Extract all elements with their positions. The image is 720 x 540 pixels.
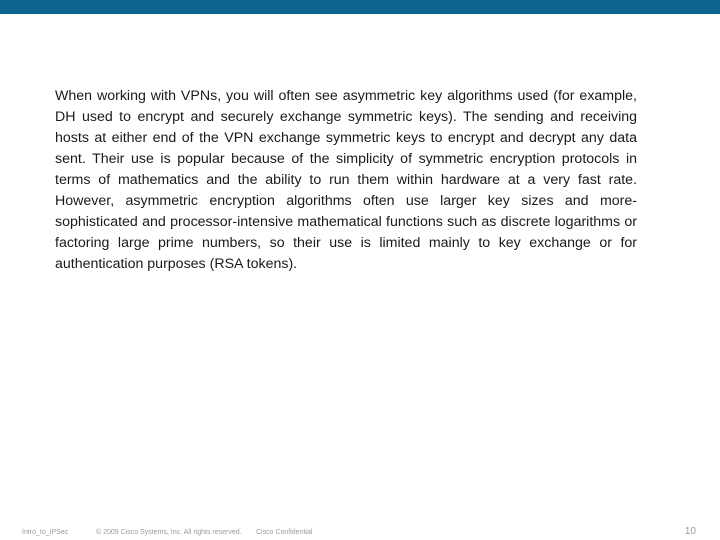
header-bar [0,0,720,14]
footer-filename: Intro_to_IPSec [22,529,69,536]
footer-confidential: Cisco Confidential [256,529,313,536]
footer-copyright: © 2009 Cisco Systems, Inc. All rights reserved. [96,529,242,536]
slide-body-text: When working with VPNs, you will often see asymmetric key algorithms used (for example, DH used to encrypt and securely exchange symmetric keys). The sending and receiving hosts at either end of the VPN exchange symmetric keys to encrypt and decrypt any data sent. Their use is popular because of the simplicity of symmetric encryption protocols in terms of mathematics and the ability to run them within hardware at a very fast rate. However, asymmetric encryption algorithms often use larger key sizes and more-sophisticated and processor-intensive mathematical functions such as discrete logarithms or factoring large prime numbers, so their use is limited mainly to key exchange or for authentication purposes (RSA tokens). [55,88,637,272]
slide-footer [0,527,720,539]
page-number: 10 [684,526,696,537]
